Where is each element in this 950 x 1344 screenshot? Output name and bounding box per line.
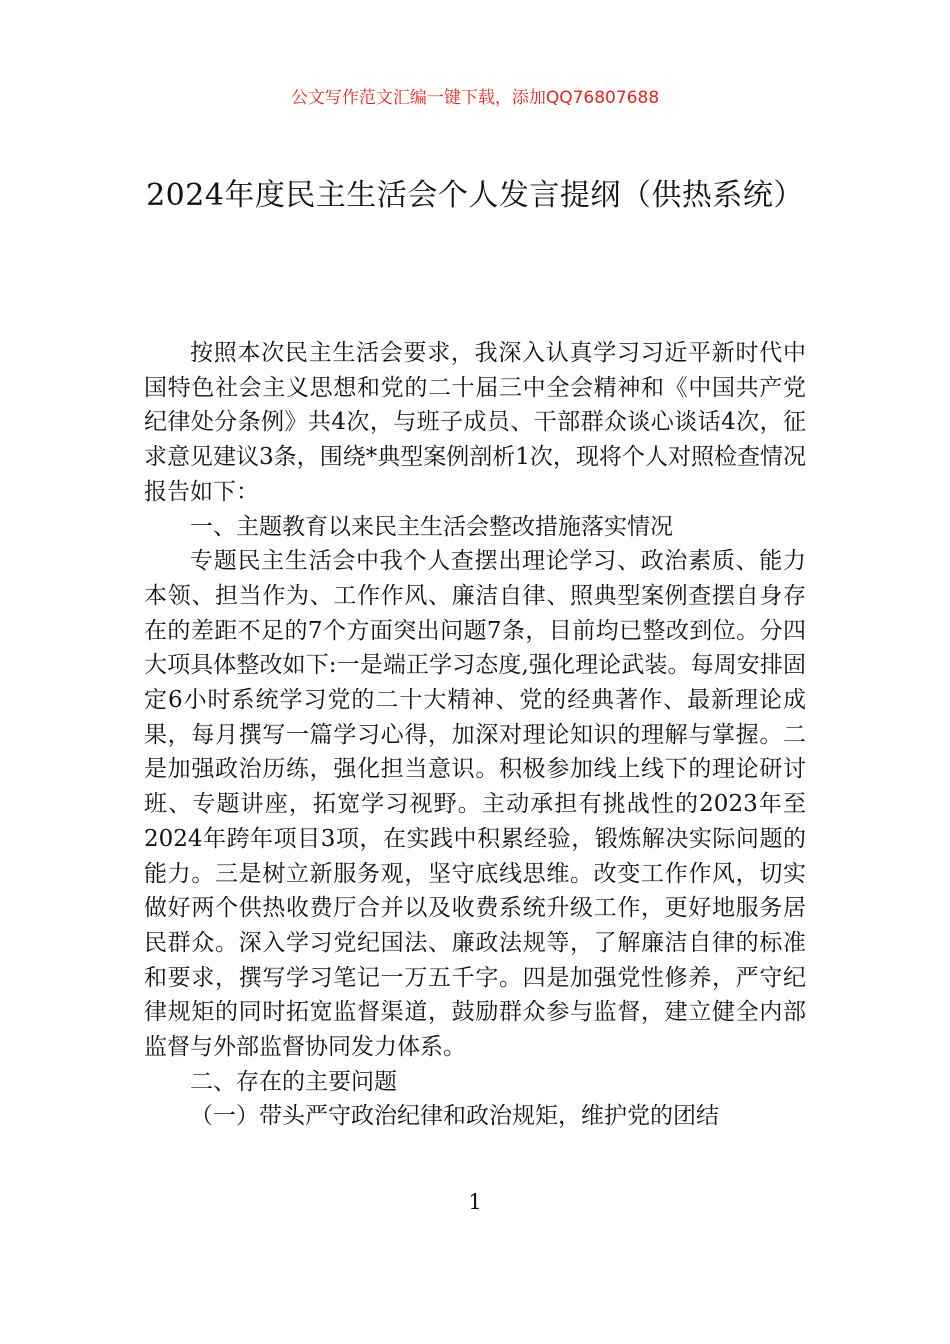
section-heading-1: 一、主题教育以来民主生活会整改措施落实情况 bbox=[190, 513, 673, 540]
subsection-heading-1: （一）带头严守政治纪律和政治规矩，维护党的团结 bbox=[190, 1103, 719, 1130]
download-promo-note: 公文写作范文汇编一键下载，添加QQ76807688 bbox=[290, 88, 660, 108]
document-title: 2024年度民主生活会个人发言提纲（供热系统） bbox=[146, 178, 804, 213]
document-body bbox=[144, 336, 806, 1134]
section-heading-2: 二、存在的主要问题 bbox=[190, 1068, 397, 1095]
page-number: 1 bbox=[468, 1190, 482, 1214]
intro-paragraph: 按照本次民主生活会要求，我深入认真学习习近平新时代中国特色社会主义思想和党的二十届三中全会精神和《中国共产党纪律处分条例》共4次，与班子成员、干部群众谈心谈话4次，征求意见建议3条，围绕*典型案例剖析1次，现将个人对照检查情况报告如下： bbox=[144, 340, 806, 505]
rectification-paragraph: 专题民主生活会中我个人查摆出理论学习、政治素质、能力本领、担当作为、工作作风、廉洁自律、照典型案例查摆自身存在的差距不足的7个方面突出问题7条，目前均已整改到位。分四大项具体整改如下:一是端正学习态度,强化理论武装。每周安排固定6小时系统学习党的二十大精神、党的经典著作、最新理论成果，每月撰写一篇学习心得，加深对理论知识的理解与掌握。二是加强政治历练，强化担当意识。积极参加线上线下的理论研讨班、专题讲座，拓宽学习视野。主动承担有挑战性的2023年至2024年跨年项目3项，在实践中积累经验，锻炼解决实际问题的能力。三是树立新服务观，坚守底线思维。改变工作作风，切实做好两个供热收费厅合并以及收费系统升级工作，更好地服务居民群众。深入学习党纪国法、廉政法规等，了解廉洁自律的标准和要求，撰写学习笔记一万五千字。四是加强党性修养，严守纪律规矩的同时拓宽监督渠道，鼓励群众参与监督，建立健全内部监督与外部监督协同发力体系。 bbox=[144, 548, 806, 1061]
